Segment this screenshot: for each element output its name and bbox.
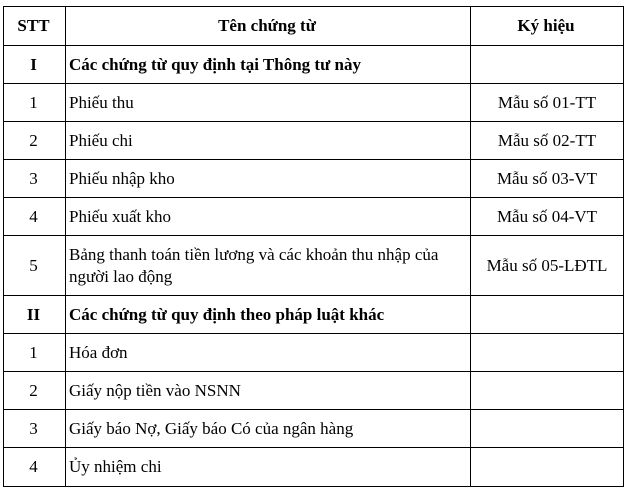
header-stt: STT xyxy=(4,7,66,46)
row-code: Mẫu số 03-VT xyxy=(471,160,624,198)
row-stt: I xyxy=(4,46,66,84)
row-name: Ủy nhiệm chi xyxy=(66,448,471,487)
row-code xyxy=(471,296,624,334)
table-row xyxy=(4,410,624,448)
row-stt: 5 xyxy=(4,236,66,296)
table-row xyxy=(4,236,624,296)
row-stt: 2 xyxy=(4,122,66,160)
table-row xyxy=(4,198,624,236)
row-stt: 1 xyxy=(4,334,66,372)
table-row xyxy=(4,84,624,122)
row-stt: 1 xyxy=(4,84,66,122)
header-name: Tên chứng từ xyxy=(66,7,471,46)
table-row xyxy=(4,372,624,410)
row-code xyxy=(471,410,624,448)
table-header-row xyxy=(4,7,624,46)
row-name: Các chứng từ quy định tại Thông tư này xyxy=(66,46,471,84)
row-name: Hóa đơn xyxy=(66,334,471,372)
row-name: Giấy báo Nợ, Giấy báo Có của ngân hàng xyxy=(66,410,471,448)
row-stt: 3 xyxy=(4,410,66,448)
table-row xyxy=(4,122,624,160)
row-name: Phiếu chi xyxy=(66,122,471,160)
row-code: Mẫu số 05-LĐTL xyxy=(471,236,624,296)
section-row xyxy=(4,46,624,84)
row-code: Mẫu số 04-VT xyxy=(471,198,624,236)
row-code xyxy=(471,46,624,84)
row-name: Phiếu xuất kho xyxy=(66,198,471,236)
documents-table xyxy=(3,6,624,487)
row-stt: 4 xyxy=(4,448,66,487)
row-code xyxy=(471,372,624,410)
row-name: Giấy nộp tiền vào NSNN xyxy=(66,372,471,410)
table-row xyxy=(4,448,624,487)
row-stt: 3 xyxy=(4,160,66,198)
row-name: Các chứng từ quy định theo pháp luật khác xyxy=(66,296,471,334)
row-stt: 4 xyxy=(4,198,66,236)
row-stt: 2 xyxy=(4,372,66,410)
row-code xyxy=(471,334,624,372)
row-code: Mẫu số 01-TT xyxy=(471,84,624,122)
row-name: Bảng thanh toán tiền lương và các khoản thu nhập của người lao động xyxy=(66,236,471,296)
row-name: Phiếu nhập kho xyxy=(66,160,471,198)
row-stt: II xyxy=(4,296,66,334)
table-row xyxy=(4,334,624,372)
row-name: Phiếu thu xyxy=(66,84,471,122)
row-code: Mẫu số 02-TT xyxy=(471,122,624,160)
table-row xyxy=(4,160,624,198)
row-code xyxy=(471,448,624,487)
section-row xyxy=(4,296,624,334)
header-code: Ký hiệu xyxy=(471,7,624,46)
